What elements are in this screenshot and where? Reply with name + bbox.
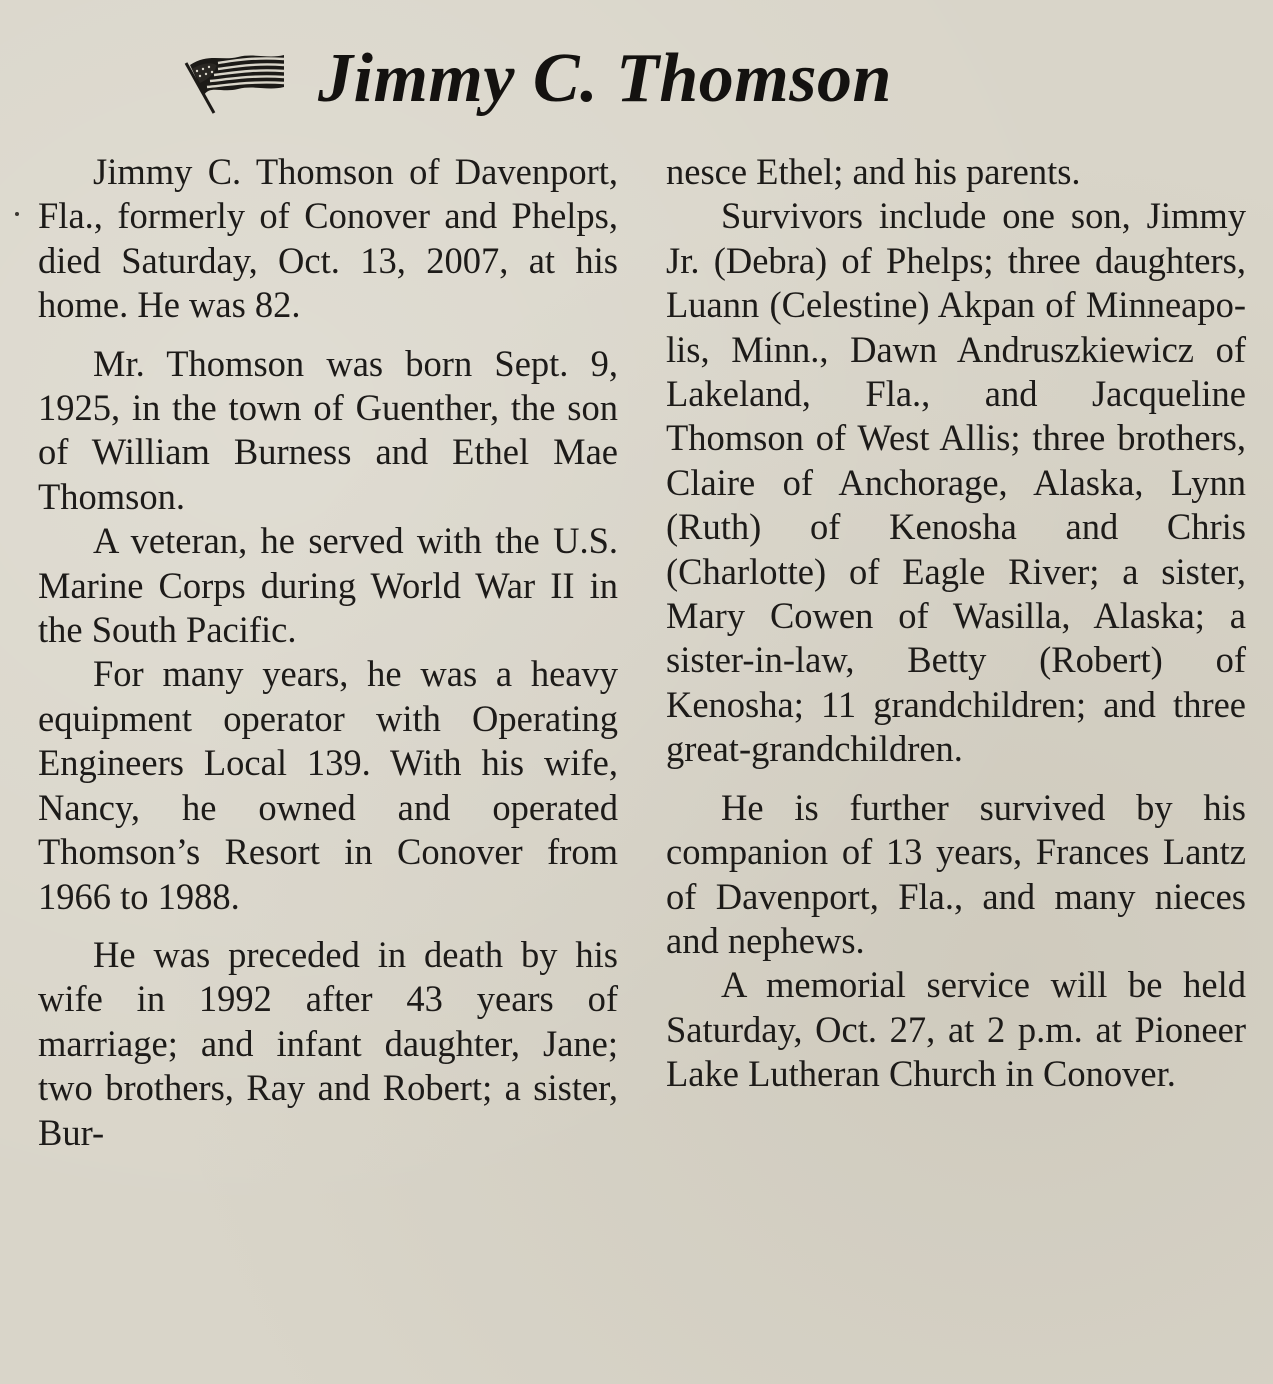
paragraph-veteran: A veteran, he served with the U.S. Marine Corps during World War II in the South Pacific.	[38, 520, 618, 651]
paragraph-companion: He is further survived by his companion of 13 years, Frances Lantz of Davenport, Fla., and many nieces and nephews.	[666, 786, 1246, 961]
paragraph-survivors: Survivors include one son, Jimmy Jr. (Debra) of Phelps; three daughters, Luann (Celestine) Akpan of Minneapolis, Minn., Dawn Andruszkiewicz of Lakeland, Fla., and Jacqueline Thomson of West Allis; three brothers, Claire of Anchorage, Alaska, Lynn (Ruth) of Kenosha and Chris (Charlotte) of Eagle River; a sister, Mary Cowen of Wasilla, Alaska; a sister-in-law, Betty (Robert) of Kenosha; 11 grandchildren; and three great-grandchildren.	[666, 195, 1246, 770]
preceded-last-line: Ray and Robert; a sister, Bur-	[38, 1067, 618, 1153]
right-column	[666, 150, 1246, 1097]
paragraph-birth: Mr. Thomson was born Sept. 9, 1925, in the town of Guenther, the son of William Burness and Ethel Mae Thomson.	[38, 342, 618, 517]
obituary-header	[180, 34, 1080, 124]
print-speck	[15, 212, 19, 216]
obituary-title: Jimmy C. Thomson	[318, 40, 892, 117]
paragraph-preceded	[38, 933, 618, 1155]
preceded-text: He was preceded in death by his wife in 1992 after 43 years of marriage; and infant daughter, Jane; two brothers,	[38, 933, 618, 1109]
left-column	[38, 150, 618, 1155]
american-flag-icon	[180, 43, 288, 115]
paragraph-continuation: nesce Ethel; and his parents.	[666, 151, 1081, 192]
paragraph-career: For many years, he was a heavy equipment operator with Operating Engineers Local 139. With his wife, Nancy, he owned and operated Thomson’s Resort in Conover from 1966 to 1988.	[38, 653, 618, 917]
paragraph-memorial: A memorial service will be held Saturday, Oct. 27, at 2 p.m. at Pioneer Lake Lutheran Church in Conover.	[666, 964, 1246, 1095]
paragraph-death-notice: Jimmy C. Thomson of Davenport, Fla., formerly of Conover and Phelps, died Saturday, Oct. 13, 2007, at his home. He was 82.	[38, 151, 618, 326]
